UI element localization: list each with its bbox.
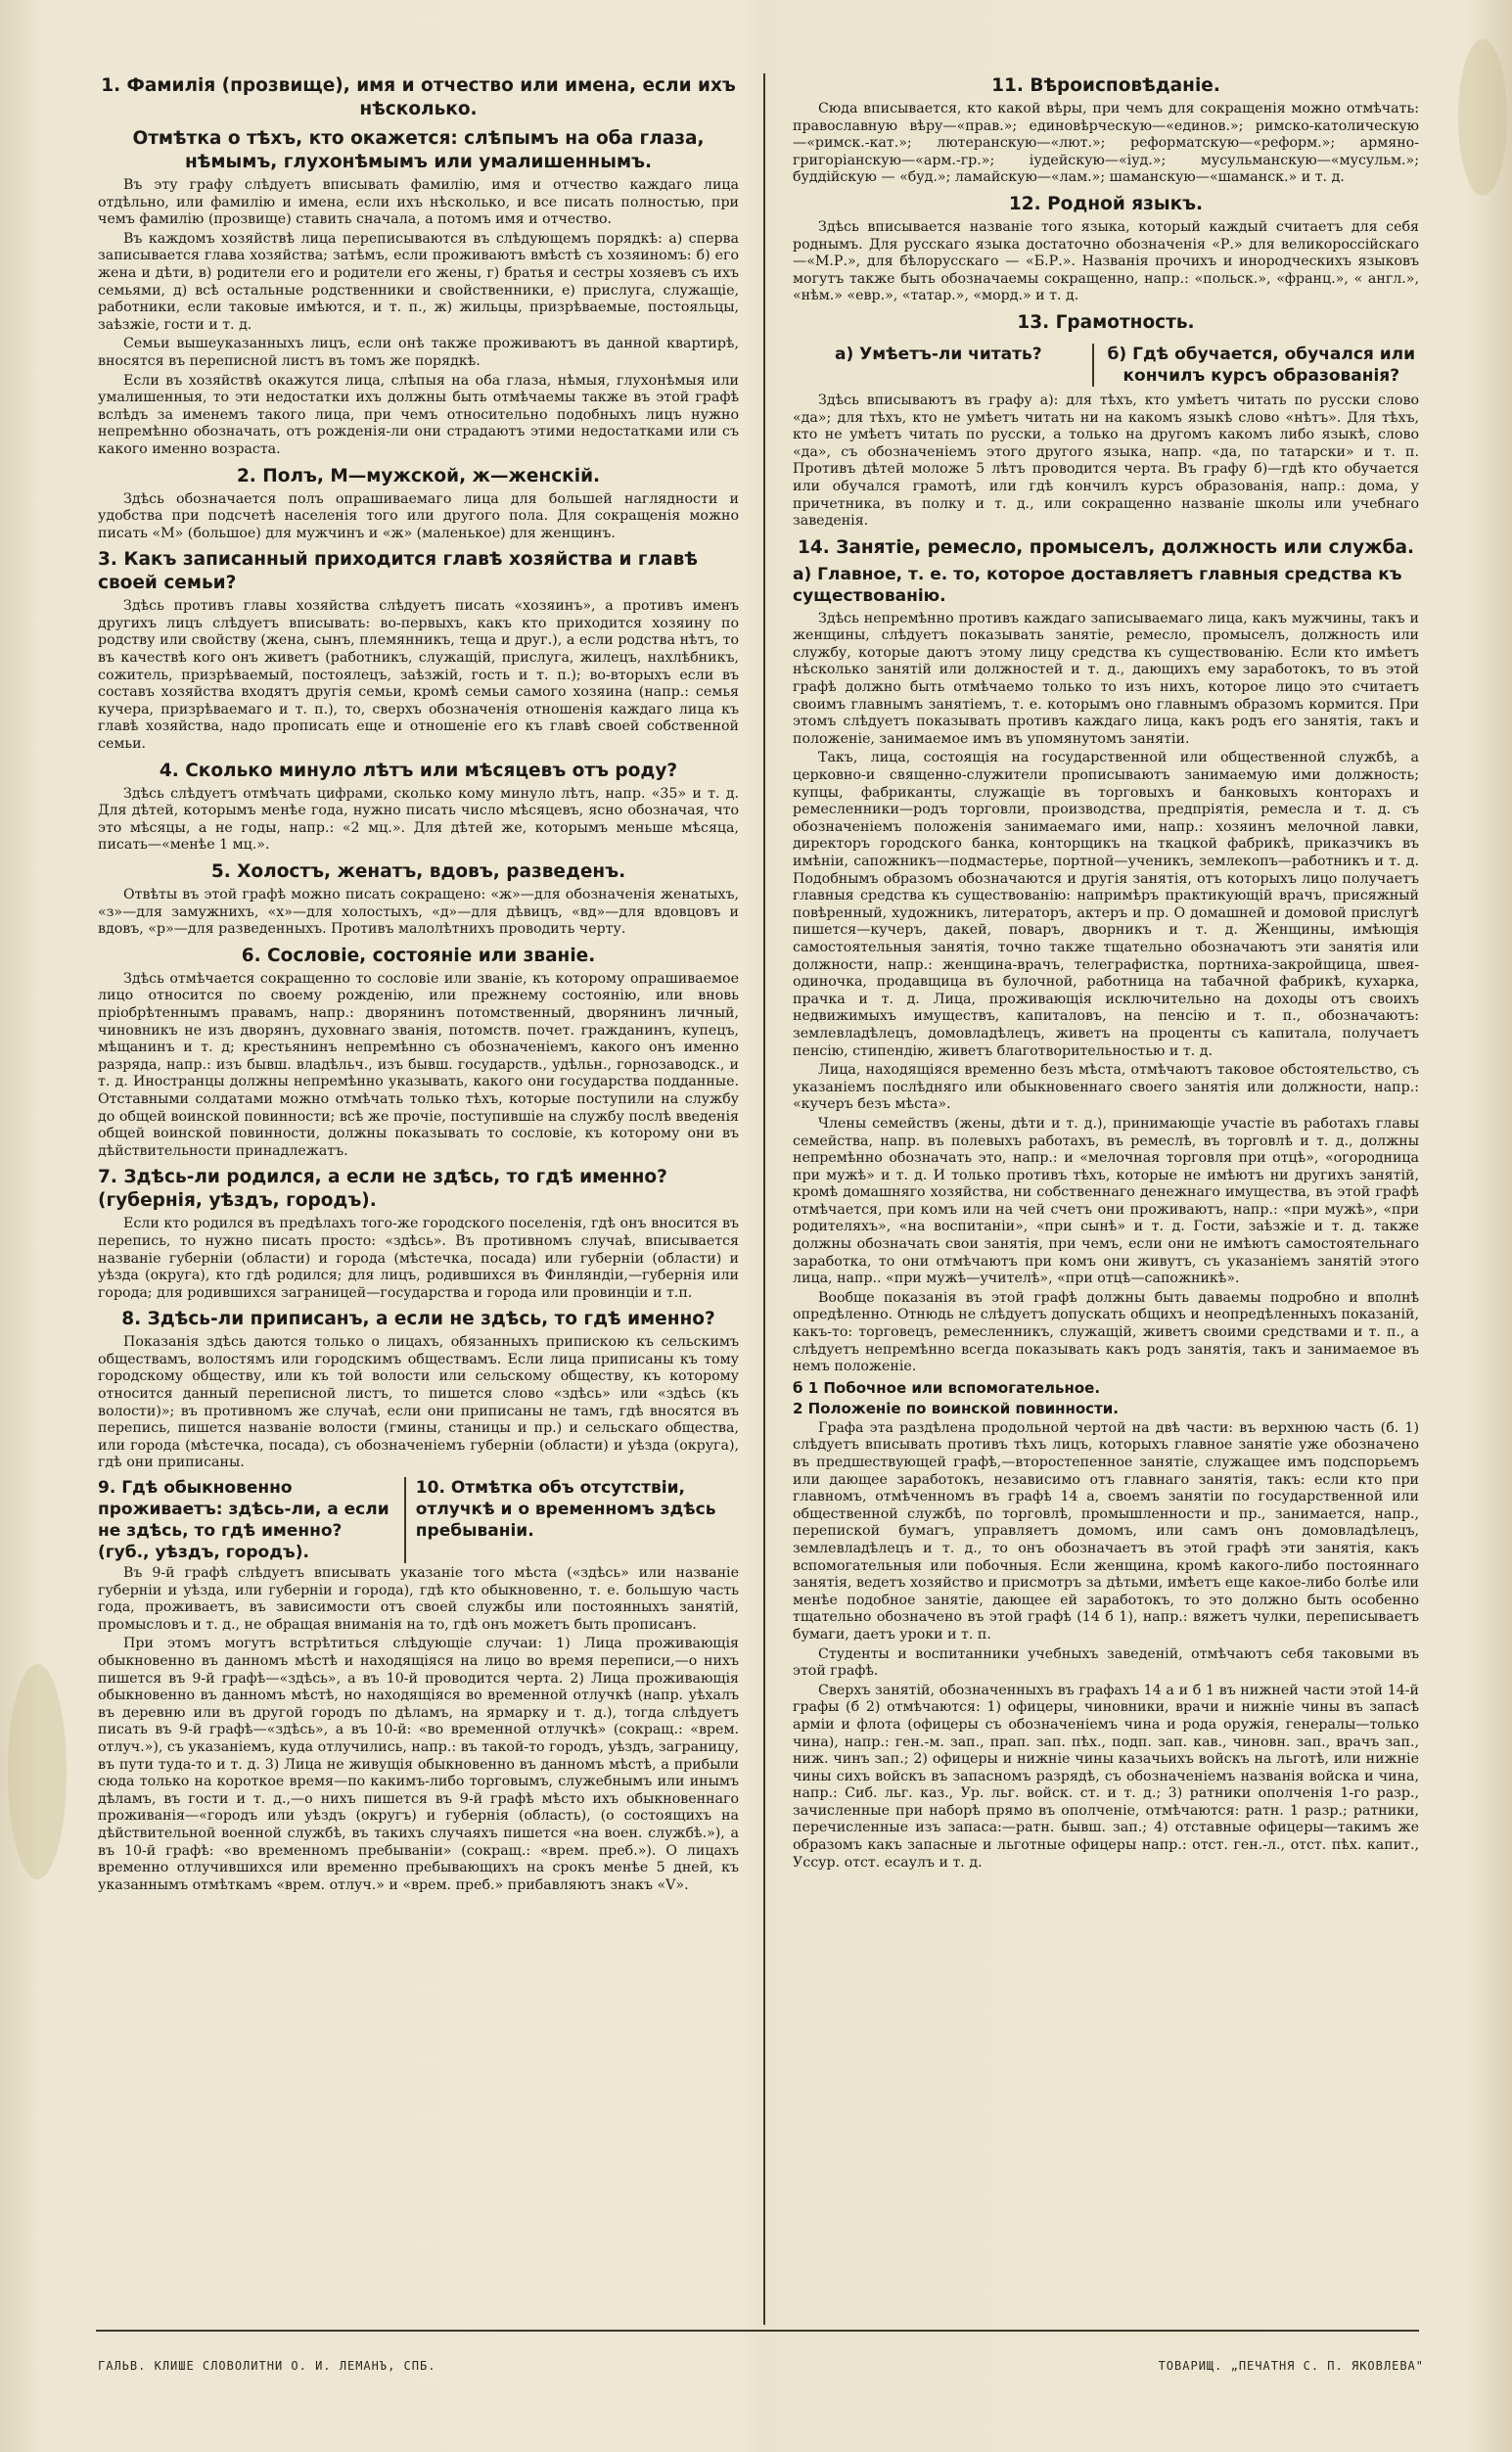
- paragraph: Семьи вышеуказанныхъ лицъ, если онѣ также проживаютъ въ данной квартирѣ, вносятся въ переписной листъ въ томъ же порядкѣ.: [98, 336, 739, 369]
- subheading: б) Гдѣ обучается, обучался или кончилъ курсъ образованія?: [1107, 344, 1416, 386]
- paragraph: Въ эту графу слѣдуетъ вписывать фамилію, имя и отчество каждаго лица отдѣльно, или фамилію и имена, если ихъ нѣсколько, и все писать полностью, при чемъ фамилію (прозвище) ставить сначала, а потомъ имя и отчество.: [98, 177, 739, 228]
- section-heading: 2. Полъ, М—мужской, ж—женскій.: [236, 465, 601, 486]
- paper-stain: [8, 1664, 67, 1879]
- subheading: а) Главное, т. е. то, которое доставляетъ главныя средства къ существованію.: [793, 564, 1402, 606]
- section-heading: 7. Здѣсь-ли родился, а если не здѣсь, то гдѣ именно? (губернія, уѣздъ, городъ).: [98, 1167, 667, 1212]
- section-subheading: Отмѣтка о тѣхъ, кто окажется: слѣпымъ на оба глаза, нѣмымъ, глухонѣмымъ или умалишеннымъ.: [132, 128, 705, 172]
- paper-stain: [1458, 39, 1507, 196]
- printer-imprint: ТОВАРИЩ. „ПЕЧАТНЯ С. П. ЯКОВЛЕВА": [1158, 2359, 1424, 2373]
- column-divider: [763, 73, 765, 2325]
- split-heading: [793, 339, 1419, 391]
- paragraph: Здѣсь вписывается названіе того языка, который каждый считаетъ для себя роднымъ. Для русскаго языка достаточно обозначенія «Р.» для великороссійскаго—«М.Р.», для бѣлорусскаго — «Б.Р.». Названія прочихъ и инородческихъ языковъ могутъ также быть обозначаемы сокращенно, напр.: «польск.», «франц.», « англ.», «нѣм.» «евр.», «татар.», «морд.» и т. д.: [793, 218, 1419, 304]
- paragraph: Вообще показанія въ этой графѣ должны быть даваемы подробно и вполнѣ опредѣленно. Отнюдь не слѣдуетъ допускать общихъ и неопредѣленныхъ показаній, какъ-то: торговецъ, ремесленникъ, служащій, живетъ своими средствами и т. п., а слѣдуетъ непремѣнно всегда показывать какъ родъ занятія, такъ и занимаемое въ немъ положеніе.: [793, 1289, 1419, 1375]
- section-heading: 6. Сословіе, состояніе или званіе.: [241, 945, 596, 966]
- left-column: [98, 69, 739, 1896]
- section-heading: 11. Вѣроисповѣданіе.: [991, 75, 1220, 96]
- paragraph: Члены семействъ (жены, дѣти и т. д.), принимающіе участіе въ работахъ главы семейства, напр. въ полевыхъ работахъ, въ ремеслѣ, въ торговлѣ и т. д., должны непремѣнно обозначать это, напр.: и «мелочная торговля при отцѣ», «огородница при мужѣ» и т. д. И только противъ тѣхъ, которые не имѣютъ ни другихъ занятій, кромѣ домашняго хозяйства, ни собственнаго денежнаго имущества, въ этой графѣ отмѣчается, при комъ или на чей счетъ они проживаютъ, напр.: «при мужѣ», «при родителяхъ», «на воспитаніи», «при сынѣ» и т. д. Гости, заѣзжіе и т. д. также должны обозначать свои занятія, при чемъ, если они не имѣютъ самостоятельнаго заработка, то они отмѣчаютъ при комъ они живутъ, съ указаніемъ занятій этого лица, напр.. «при мужѣ—учителѣ», «при отцѣ—сапожникѣ».: [793, 1115, 1419, 1287]
- paragraph: Здѣсь отмѣчается сокращенно то сословіе или званіе, къ которому опрашиваемое лицо относится по своему рожденію, или прежнему состоянію, или вновь пріобрѣтеннымъ правамъ, напр.: дворянинъ потомственный, дворянинъ личный, чиновникъ не изъ дворянъ, духовнаго званія, потомств. почет. гражданинъ, купецъ, мѣщанинъ и т. д; крестьянинъ непремѣнно съ обозначеніемъ, какого онъ именно разряда, напр.: изъ бывш. владѣльч., изъ бывш. государств., удѣльн., горнозаводск., и т. д. Иностранцы должны непремѣнно указывать, какого они государства подданные. Отставными солдатами можно отмѣчать только тѣхъ, которые поступили на службу до общей воинской повинности; всѣ же прочіе, поступившіе на службу послѣ введенія общей воинской повинности, должны показывать то сословіе, къ которому они въ дѣйствительности принадлежатъ.: [98, 970, 739, 1159]
- paragraph: Показанія здѣсь даются только о лицахъ, обязанныхъ припискою къ сельскимъ обществамъ, волостямъ или городскимъ обществамъ. Если лица приписаны къ тому городскому обществу, или къ той волости или сельскому обществу, къ которому относится данный переписной листъ, то пишется слово «здѣсь» или «здѣсь (къ волости)»; въ противномъ же случаѣ, если они приписаны не тамъ, гдѣ вносятся въ перепись, пишется названіе волости (гмины, станицы и пр.) и сельскаго общества, или города (мѣстечка, посада), съ обозначеніемъ губерніи (области) и уѣзда (округа), гдѣ они приписаны.: [98, 1334, 739, 1471]
- section-heading: 10. Отмѣтка объ отсутствіи, отлучкѣ и о временномъ здѣсь пребываніи.: [415, 1478, 716, 1542]
- subheading: 2 Положеніе по воинской повинности.: [793, 1399, 1119, 1417]
- paragraph: Здѣсь вписываютъ въ графу а): для тѣхъ, кто умѣетъ читать по русски слово «да»; для тѣхъ, кто не умѣетъ читать ни на какомъ языкѣ слово «нѣтъ». Для тѣхъ, кто не умѣетъ читать по русски, а только на другомъ какомъ либо языкѣ, слово «да», съ обозначеніемъ этого другого языка, напр. «да, по татарски» и т. п. Противъ дѣтей моложе 5 лѣтъ проводится черта. Въ графу б)—гдѣ кто обучается или обучался грамотѣ, или гдѣ кончилъ курсъ образованія, напр.: дома, у причетника, въ полку и т. д., или сокращенно названіе школы или учебнаго заведенія.: [793, 392, 1419, 530]
- section-heading: 1. Фамилія (прозвище), имя и отчество или имена, если ихъ нѣсколько.: [101, 75, 736, 119]
- paragraph: Если въ хозяйствѣ окажутся лица, слѣпыя на оба глаза, нѣмыя, глухонѣмыя или умалишенныя, то эти недостатки ихъ должны быть отмѣчаемы также въ этой графѣ вслѣдъ за именемъ такого лица, при чемъ относительно подобныхъ лицъ нужно непремѣнно обозначать, отъ рожденія-ли они страдаютъ этими недостатками или съ какого именно возраста.: [98, 372, 739, 457]
- paragraph: Здѣсь непремѣнно противъ каждаго записываемаго лица, какъ мужчины, такъ и женщины, слѣдуетъ показывать занятіе, ремесло, промыселъ, должность или службу, которые даютъ этому лицу средства къ существованію. Если кто имѣетъ нѣсколько занятій или должностей и т. д., дающихъ ему заработокъ, то въ этой графѣ должно быть отмѣчаемо только то изъ нихъ, которое лицо это считаетъ своимъ главнымъ занятіемъ, т. е. которымъ оно главнымъ образомъ кормится. При этомъ слѣдуетъ показывать противъ каждаго лица, какъ родъ его занятія, такъ и положеніе, занимаемое имъ въ упомянутомъ занятіи.: [793, 610, 1419, 747]
- paragraph: Графа эта раздѣлена продольной чертой на двѣ части: въ верхнюю часть (б. 1) слѣдуетъ вписывать противъ тѣхъ лицъ, которыхъ главное занятіе уже обозначено въ предшествующей графѣ,—второстепенное занятіе, служащее имъ подспорьемъ или дающее заработокъ, независимо отъ главнаго занятія, такъ: если кто при главномъ, отмѣченномъ въ графѣ 14 а, своемъ занятіи по государственной или общественной службѣ, по торговлѣ, промышленности и пр., занимается, напр., перепиской бумагъ, управляетъ домомъ, или самъ онъ домовладѣлецъ, землевладѣлецъ и т. д., то онъ обозначаетъ въ этой графѣ эти занятія, какъ вспомогательныя или побочныя. Если женщина, кромѣ какого-либо постояннаго занятія, ведетъ хозяйство и присмотръ за дѣтьми, имѣетъ еще какое-либо болѣе или менѣе подобное занятіе, дающее ей заработокъ, то это должно быть особенно тщательно обозначено въ этой графѣ (14 б 1), напр.: вяжетъ чулки, переписываетъ бумаги, даетъ уроки и т. п.: [793, 1419, 1419, 1642]
- paragraph: Такъ, лица, состоящія на государственной или общественной службѣ, а церковно-и священно-служители прописываютъ занимаемую ими должность; купцы, фабриканты, служащіе въ торговыхъ и банковыхъ конторахъ и ремесленники—родъ торговли, производства, предпріятія, ремесла и т. д. съ обозначеніемъ положенія занимаемаго ими, напр.: хозяинъ мелочной лавки, директоръ городского банка, конторщикъ на ткацкой фабрикѣ, приказчикъ въ имѣніи, сапожникъ—подмастерье, портной—ученикъ, землекопъ—работникъ и т. д. Подобнымъ образомъ обозначаются и другія занятія, отъ которыхъ лицо получаетъ главныя средства къ существованію: напримѣръ практикующій врачъ, присяжный повѣренный, художникъ, литераторъ, актеръ и пр. О домашней и домовой прислугѣ пишется—кучеръ, дакей, поваръ, дворникъ и т. д. Женщины, имѣющія самостоятельныя занятія, точно также тщательно обозначаютъ эти занятія или должности, напр.: женщина-врачъ, телеграфистка, портниха-закройщица, швея-одиночка, продавщица въ булочной, работница на табачной фабрикѣ, кухарка, прачка и т. д. Лица, проживающія исключительно на доходы отъ своихъ недвижимыхъ имуществъ, капиталовъ, на пенсію и т. п., обозначаютъ: землевладѣлецъ, домовладѣлецъ, живетъ на проценты съ капитала, получаетъ пенсію, стипендію, живетъ благотворительностью и т. д.: [793, 750, 1419, 1059]
- split-heading: [98, 1476, 739, 1563]
- paragraph: Здѣсь обозначается полъ опрашиваемаго лица для большей наглядности и удобства при подсчетѣ населенія того или другого пола. Для сокращенія можно писать «М» (большое) для мужчинъ и «ж» (маленькое) для женщинъ.: [98, 490, 739, 541]
- subheading: а) Умѣетъ-ли читать?: [793, 344, 1094, 387]
- paragraph: Лица, находящіяся временно безъ мѣста, отмѣчаютъ таковое обстоятельство, съ указаніемъ послѣдняго или обыкновеннаго своего занятія или должности, напр.: «кучеръ безъ мѣста».: [793, 1062, 1419, 1113]
- section-heading: 3. Какъ записанный приходится главѣ хозяйства и главѣ своей семьи?: [98, 549, 698, 594]
- section-heading: 8. Здѣсь-ли приписанъ, а если не здѣсь, то гдѣ именно?: [121, 1309, 715, 1330]
- paragraph: Въ 9-й графѣ слѣдуетъ вписывать указаніе того мѣста («здѣсь» или названіе губерніи и уѣзда, или губерніи и города), гдѣ кто обыкновенно, т. е. большую часть года, проживаетъ, въ зависимости отъ своей службы или постоянныхъ занятій, промысловъ и т. д., не обращая вниманія на то, гдѣ онъ можетъ быть прописанъ.: [98, 1565, 739, 1633]
- paragraph: Студенты и воспитанники учебныхъ заведеній, отмѣчаютъ себя таковыми въ этой графѣ.: [793, 1645, 1419, 1680]
- right-column: [793, 69, 1419, 1874]
- paragraph: Сюда вписывается, кто какой вѣры, при чемъ для сокращенія можно отмѣчать: православную вѣру—«прав.»; единовѣрческую—«единов.»; римско-католическую—«римск.-кат.»; лютеранскую—«лют.»; реформатскую—«реформ.»; армяно-григоріанскую—«арм.-гр.»; іудейскую—«іуд.»; мусульманскую—«мусульм.»; буддійскую — «буд.»; ламайскую—«лам.»; шаманскую—«шаманск.» и т. д.: [793, 101, 1419, 186]
- printer-imprint: ГАЛЬВ. КЛИШЕ СЛОВОЛИТНИ О. И. ЛЕМАНЪ, СПБ.: [98, 2359, 436, 2373]
- section-heading: 14. Занятіе, ремесло, промыселъ, должность или служба.: [797, 536, 1414, 558]
- section-heading: 12. Родной языкъ.: [1008, 193, 1204, 214]
- paragraph: Сверхъ занятій, обозначенныхъ въ графахъ 14 а и б 1 въ нижней части этой 14-й графы (б 2) отмѣчаются: 1) офицеры, чиновники, врачи и нижніе чины въ запасѣ арміи и флота (офицеры съ обозначеніемъ чина и рода оружія, генералы—только чина), напр.: ген.-м. зап., прап. зап. пѣх., подп. зап. кав., чиновн. зап., врачъ зап., ниж. чинъ зап.; 2) офицеры и нижніе чины казачьихъ войскъ на льготѣ, или нижніе чины сихъ войскъ въ запасномъ разрядѣ, съ обозначеніемъ названія войска и чина, напр.: Сиб. льг. каз., Ур. льг. войск. ст. и т. д.; 3) ратники ополченія 1-го разр., зачисленные при наборѣ прямо въ ополченіе, отмѣчаются: ратн. 1 разр.; ратники, перечисленные изъ запаса:—ратн. бывш. зап.; 4) отставные офицеры—такимъ же образомъ какъ запасные и льготные офицеры напр.: отст. ген.-л., отст. пѣх. капит., Уссур. отст. есаулъ и т. д.: [793, 1682, 1419, 1871]
- subheading: б 1 Побочное или вспомогательное.: [793, 1378, 1101, 1397]
- paragraph: Здѣсь слѣдуетъ отмѣчать цифрами, сколько кому минуло лѣтъ, напр. «35» и т. д. Для дѣтей, которымъ менѣе года, нужно писать число мѣсяцевъ, ясно обозначая, что это мѣсяцы, а не годы, напр.: «2 мц.». Для дѣтей же, которымъ меньше мѣсяца, писать—«менѣе 1 мц.».: [98, 785, 739, 854]
- paragraph: Отвѣты въ этой графѣ можно писать сокращено: «ж»—для обозначенія женатыхъ, «з»—для замужнихъ, «х»—для холостыхъ, «д»—для дѣвицъ, «вд»—для вдовцовъ и вдовъ, «р»—для разведенныхъ. Противъ малолѣтнихъ проводить черту.: [98, 887, 739, 938]
- section-heading: 5. Холостъ, женатъ, вдовъ, разведенъ.: [210, 861, 626, 882]
- footer-rule: [96, 2330, 1419, 2332]
- section-heading: 9. Гдѣ обыкновенно проживаетъ: здѣсь-ли, а если не здѣсь, то гдѣ именно? (губ., уѣздъ, городъ).: [98, 1477, 406, 1563]
- section-heading: 13. Грамотность.: [1017, 311, 1195, 333]
- paragraph: При этомъ могутъ встрѣтиться слѣдующіе случаи: 1) Лица проживающія обыкновенно въ данномъ мѣстѣ и находящіяся на лицо во время переписи,—о нихъ пишется въ 9-й графѣ—«здѣсь», а въ 10-й проводится черта. 2) Лица проживающія обыкновенно въ данномъ мѣстѣ, но находящіяся во временной отлучкѣ (напр. уѣхалъ въ деревню или въ другой городъ по дѣламъ, на ярмарку и т. д.), тогда слѣдуетъ писать въ 9-й графѣ—«здѣсь», а въ 10-й: «во временной отлучкѣ» (сокращ.: «врем. отлуч.»), съ указаніемъ, куда отлучились, напр.: въ такой-то городъ, уѣздъ, заграницу, въ пути туда-то и т. д. 3) Лица не живущія обыкновенно въ данномъ мѣстѣ, а прибыли сюда только на короткое время—по какимъ-либо торговымъ, служебнымъ или инымъ дѣламъ, въ гости и т. д.,—о нихъ пишется въ 9-й графѣ мѣсто ихъ обыкновеннаго проживанія—«городъ или уѣздъ (округъ) и губернія (область), (о состоящихъ на дѣйствительной военной службѣ, въ такихъ случаяхъ пишется «на воен. службѣ.»), а въ 10-й графѣ: «во временномъ пребываніи» (сокращ.: «врем. преб.»). О лицахъ временно отлучившихся или временно пребывающихъ на срокъ менѣе 5 дней, къ указаннымъ отмѣткамъ «врем. отлуч.» и «врем. преб.» прибавляютъ знакъ «V».: [98, 1636, 739, 1893]
- paragraph: Если кто родился въ предѣлахъ того-же городского поселенія, гдѣ онъ вносится въ перепись, то нужно писать просто: «здѣсь». Въ противномъ случаѣ, вписывается названіе губерніи (области) и города (мѣстечка, посада) или губерніи (области) и уѣзда (округа), кто гдѣ родился; для лицъ, родившихся въ Финляндіи,—губернія или города; для родившихся заграницей—государства и города или провинціи и т.п.: [98, 1216, 739, 1301]
- paragraph: Здѣсь противъ главы хозяйства слѣдуетъ писать «хозяинъ», а противъ именъ другихъ лицъ слѣдуетъ вписывать: во-первыхъ, какъ кто приходится хозяину по родству или свойству (жена, сынъ, племянникъ, теща и друг.), а если родства нѣтъ, то въ качествѣ кого онъ живетъ (работникъ, служащій, прислуга, жилецъ, нахлѣбникъ, сожитель, призрѣваемый, постоялецъ, заѣзжій, гость и т. п.); во-вторыхъ если въ составъ хозяйства входятъ другія семьи, кромѣ семьи самого хозяина (напр.: семья кучера, призрѣваемаго и т. п.), то, сверхъ обозначенія отношенія каждаго лица къ главѣ хозяйства, надо прописать еще и отношеніе его къ главѣ своей собственной семьи.: [98, 598, 739, 753]
- paragraph: Въ каждомъ хозяйствѣ лица переписываются въ слѣдующемъ порядкѣ: а) сперва записывается глава хозяйства; затѣмъ, если проживаютъ вмѣстѣ съ хозяиномъ: б) его жена и дѣти, в) родители его и родители его жены, г) братья и сестры хозяевъ съ ихъ семьями, д) всѣ остальные родственники и свойственники, е) прислуга, служащіе, работники, если таковые имѣются, и т. п., ж) жильцы, призрѣваемые, постояльцы, заѣзжіе, гости и т. д.: [98, 230, 739, 333]
- section-heading: 4. Сколько минуло лѣтъ или мѣсяцевъ отъ роду?: [159, 760, 678, 781]
